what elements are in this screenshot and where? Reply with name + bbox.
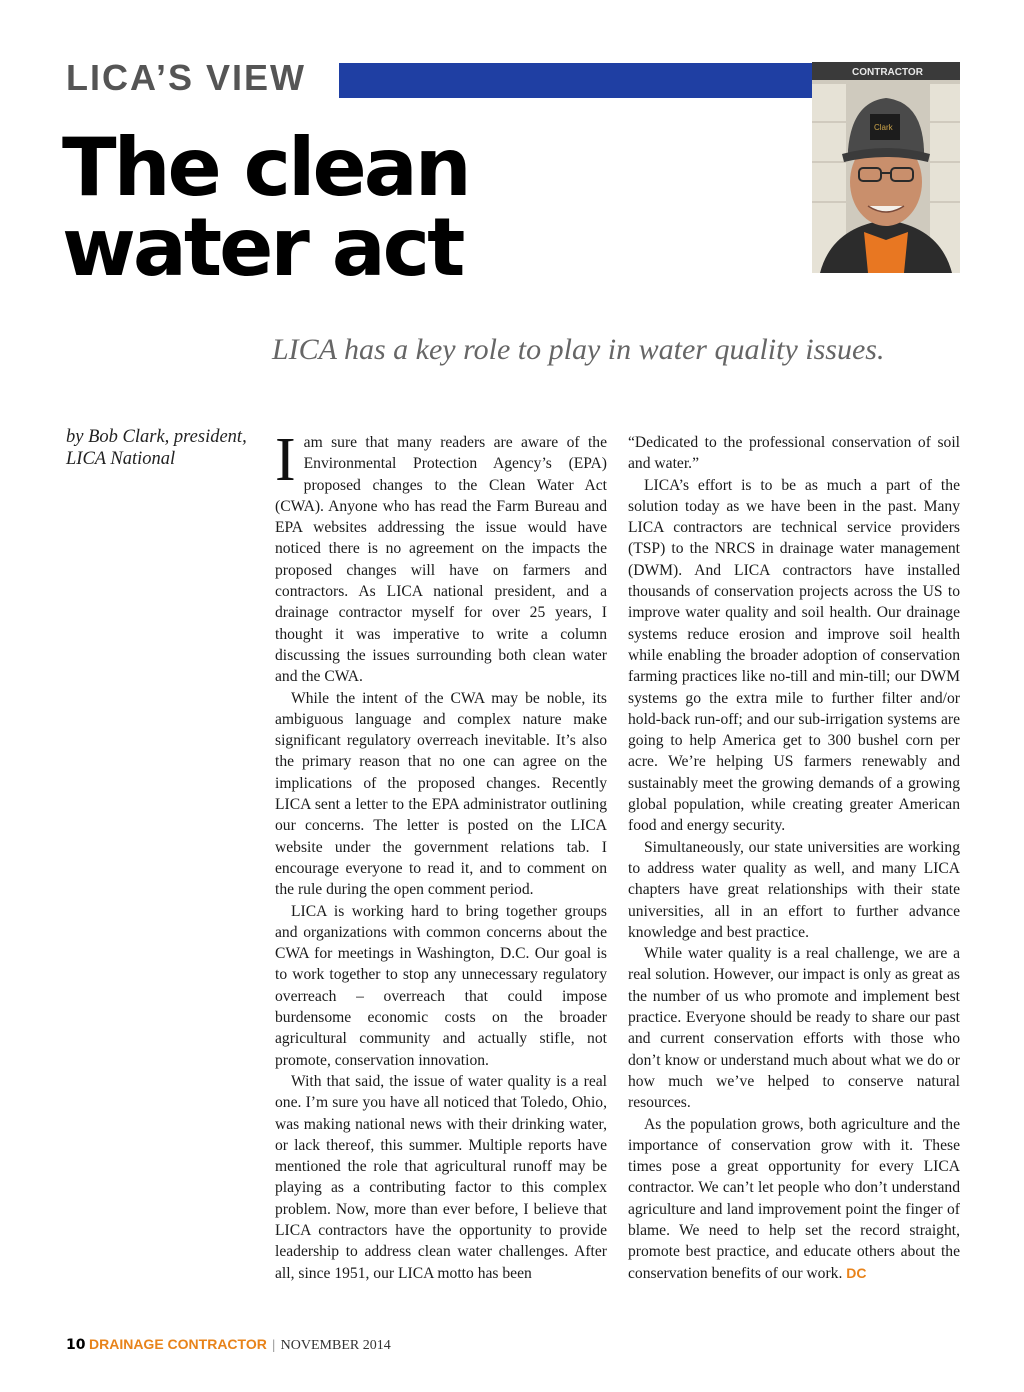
section-label: LICA’S VIEW bbox=[66, 57, 307, 98]
article-paragraph: Simultaneously, our state universities are working to address water quality as well, and many LICA chapters have great relationships with their state universities, all in an effort to further advance knowledge and best practice. bbox=[628, 838, 960, 941]
headline-line-1: The clean bbox=[62, 121, 469, 214]
end-mark: DC bbox=[846, 1264, 867, 1281]
cap-logo-text: Clark bbox=[874, 123, 893, 132]
paragraph-text: As the population grows, both agriculture and the importance of conservation grow with it. These times pose a great opportunity for every LICA contractor. We can’t let people who don’t understand agriculture and land improvement point the finger of blame. We need to help set the record straight, promote best practice, and educate others about the conservation benefits of our work. bbox=[628, 1115, 960, 1282]
drop-cap: I bbox=[275, 426, 296, 494]
byline-author: by Bob Clark, president, bbox=[66, 427, 247, 447]
footer-separator: | bbox=[272, 1338, 276, 1353]
article-paragraph: LICA is working hard to bring together groups and organizations with common concerns about the CWA for meetings in Washington, D.C. Our goal is to work together to stop any unnecessary regulatory overreach – overreach that could impose burdensome economic costs on the broader agricultural community and actually stifle, not promote, conservation innovation. bbox=[275, 902, 607, 1069]
article-paragraph bbox=[275, 426, 607, 688]
article-column-2 bbox=[628, 432, 960, 1284]
magazine-name: DRAINAGE CONTRACTOR bbox=[88, 1336, 267, 1352]
section-color-bar bbox=[339, 63, 812, 98]
article-paragraph: While water quality is a real challenge, we are a real solution. However, our impact is only as great as the number of us who promote and implement best practice. Everyone should be ready to share our past and current conservation efforts with those who don’t know or understand much about what we do or how much we’ve helped to conserve natural resources. bbox=[628, 945, 960, 1112]
sign-text: CONTRACTOR bbox=[852, 67, 923, 78]
issue-date: NOVEMBER 2014 bbox=[280, 1338, 391, 1353]
article-paragraph: “Dedicated to the professional conservation of soil and water.” bbox=[628, 434, 960, 473]
byline bbox=[66, 426, 266, 470]
page-footer bbox=[66, 1336, 391, 1354]
deck-subtitle: LICA has a key role to play in water quality issues. bbox=[272, 333, 885, 366]
article-paragraph: While the intent of the CWA may be noble, its ambiguous language and complex nature make significant regulatory overreach inevitable. It’s also the primary reason that no one can agree on the implications of the proposed changes. Recently LICA sent a letter to the EPA administrator outlining our concerns. The letter is posted on the LICA website under the government relations tab. I encourage everyone to read it, and to comment on the rule during the open comment period. bbox=[275, 689, 607, 899]
article-paragraph: LICA’s effort is to be as much a part of the solution today as we have been in the past. Many LICA contractors are technical service providers (TSP) to the NRCS in drainage water management (DWM). And LICA contractors have installed thousands of conservation projects across the US to improve water quality and soil health. Our drainage systems reduce erosion and improve soil health while enabling the broader adoption of conservation farming practices like no-till and min-till; our DWM systems go the extra mile to further filter and/or hold-back run-off; and our sub-irrigation systems are going to help America get to 300 bushel corn per acre. We’re helping US farmers renewably and sustainably meet the growing demands of a growing global population, while creating greater American food and energy security. bbox=[628, 476, 960, 835]
author-photo bbox=[812, 62, 960, 273]
article-paragraph: With that said, the issue of water quality is a real one. I’m sure you have all noticed that Toledo, Ohio, was making national news with their drinking water, or lack thereof, this summer. Multiple reports have mentioned the role that agricultural runoff may be playing as a contributing factor to this complex problem. Now, more than ever before, I believe that LICA contractors have the opportunity to provide leadership to address clean water challenges. After all, since 1951, our LICA motto has been bbox=[275, 1072, 607, 1282]
author-portrait-graphic bbox=[812, 62, 960, 273]
paragraph-text: am sure that many readers are aware of the Environmental Protection Agency’s (EPA) proposed changes to the Clean Water Act (CWA). Anyone who has read the Farm Bureau and EPA websites addressing the issue would have noticed there is no agreement on the impacts the proposed changes will have on farmers and contractors. As LICA national president, and a drainage contractor myself for over 25 years, I thought it was imperative to write a column discussing the issues surrounding both clean water and the CWA. bbox=[275, 434, 607, 686]
byline-organization: LICA National bbox=[66, 449, 176, 469]
article-paragraph bbox=[628, 1114, 960, 1284]
headline-line-2: water act bbox=[62, 201, 463, 294]
headline bbox=[62, 121, 469, 294]
article-column-1 bbox=[275, 426, 607, 1284]
page-number: 10 bbox=[66, 1337, 86, 1353]
